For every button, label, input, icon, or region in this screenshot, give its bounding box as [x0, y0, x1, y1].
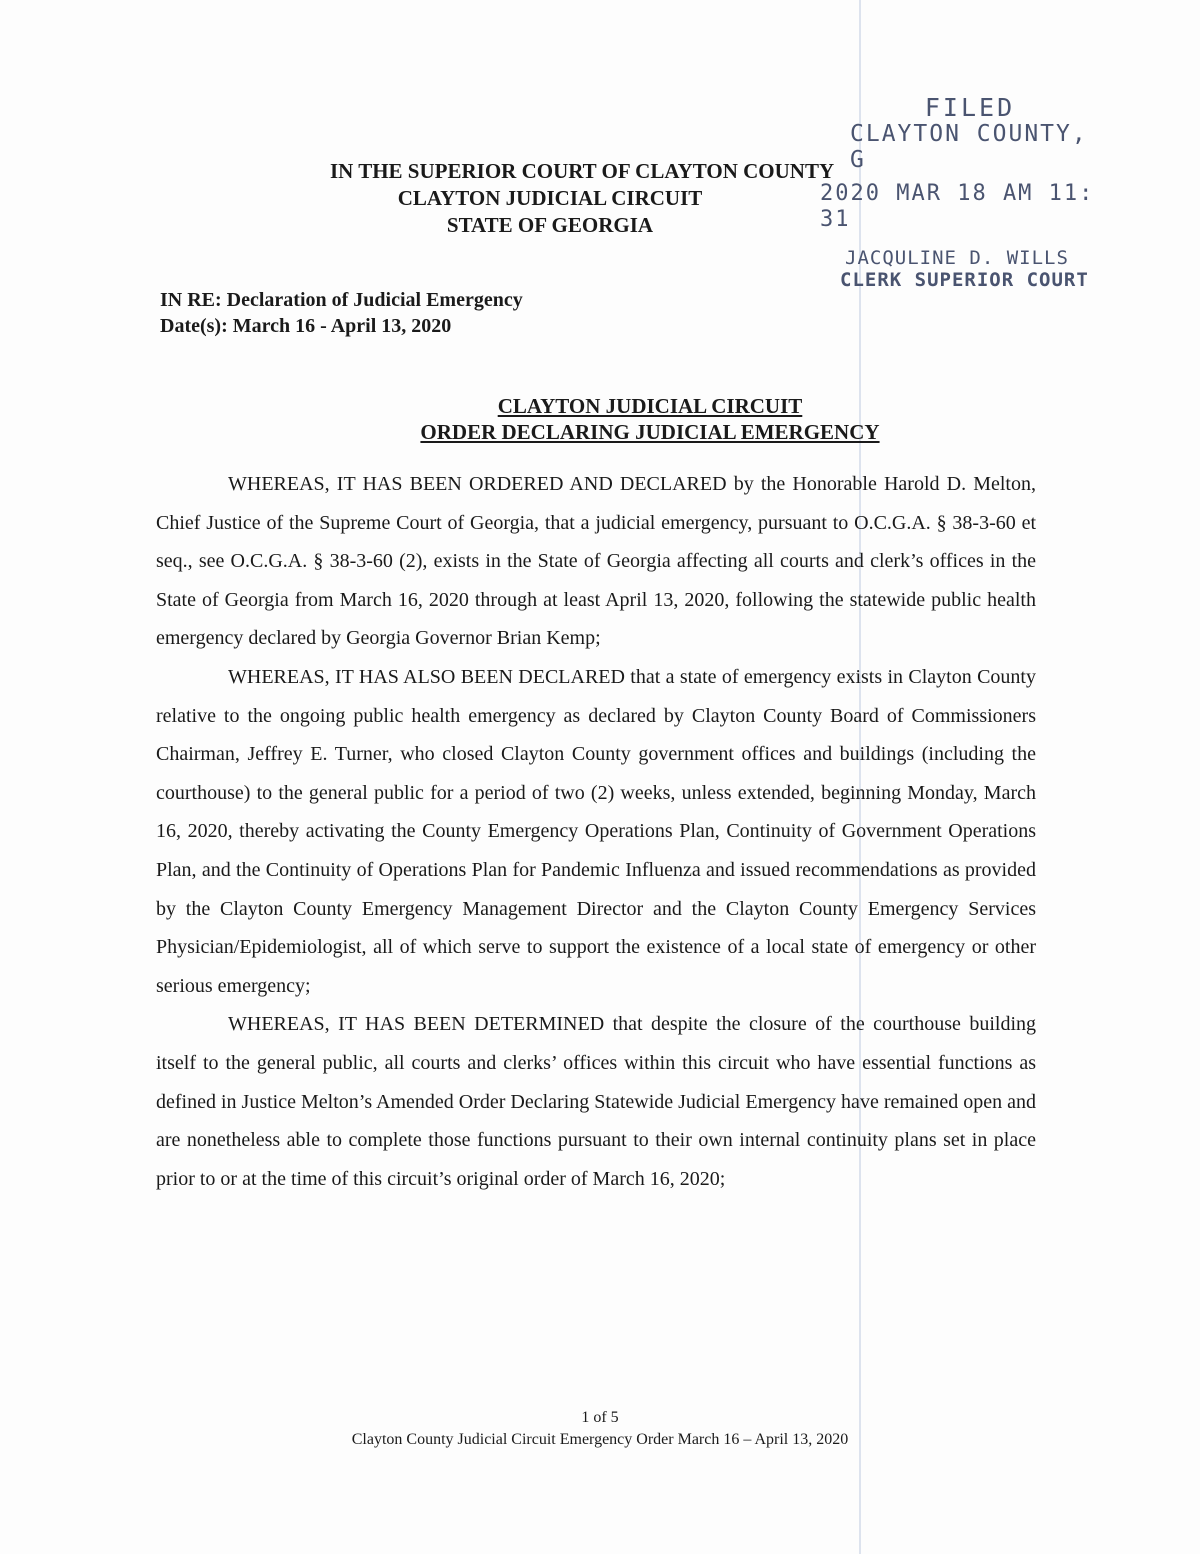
order-title-line1: CLAYTON JUDICIAL CIRCUIT	[497, 394, 803, 418]
paragraph-3: WHEREAS, IT HAS BEEN DETERMINED that despite the closure of the courthouse building itself to the general public, all courts and clerks’ offices within this circuit who have essential functions as defined in Justice Melton’s Amended Order Declaring Statewide Judicial Emergency have remained open and are nonetheless able to complete those functions pursuant to their own internal continuity plans set in place prior to or at the time of this circuit’s original order of March 16, 2020;	[156, 1013, 1036, 1190]
court-name: IN THE SUPERIOR COURT OF CLAYTON COUNTY	[330, 159, 835, 183]
court-header	[330, 158, 890, 239]
stamp-date: 2020 MAR 18 AM 11: 31	[820, 181, 1095, 232]
in-re-dates: Date(s): March 16 - April 13, 2020	[160, 315, 452, 337]
stamp-county: CLAYTON COUNTY, G	[850, 121, 1088, 173]
stamp-clerk-name: JACQULINE D. WILLS	[845, 247, 1069, 269]
circuit-name: CLAYTON JUDICIAL CIRCUIT	[397, 186, 703, 210]
paragraph-2: WHEREAS, IT HAS ALSO BEEN DECLARED that a state of emergency exists in Clayton County relative to the ongoing public health emergency as declared by Clayton County Board of Commissioners Chairman, Jeffrey E. Turner, who closed Clayton County government offices and buildings (including the courthouse) to the general public for a period of two (2) weeks, unless extended, beginning Monday, March 16, 2020, thereby activating the County Emergency Operations Plan, Continuity of Government Operations Plan, and the Continuity of Operations Plan for Pandemic Influenza and issued recommendations as provided by the Clayton County Emergency Management Director and the Clayton County Emergency Services Physician/Epidemiologist, all of which serve to support the existence of a local state of emergency or other serious emergency;	[156, 665, 1036, 997]
footer-caption: Clayton County Judicial Circuit Emergency Order March 16 – April 13, 2020	[351, 1431, 849, 1448]
in-re-subject: IN RE: Declaration of Judicial Emergency	[160, 289, 523, 311]
stamp-filed: FILED	[924, 93, 1016, 122]
in-re-block	[160, 287, 523, 339]
stamp-clerk-title: CLERK SUPERIOR COURT	[840, 269, 1089, 291]
page-number: 1 of 5	[581, 1409, 619, 1426]
page-footer	[250, 1407, 950, 1451]
state-name: STATE OF GEORGIA	[446, 213, 654, 237]
order-title	[300, 393, 1000, 445]
order-title-line2: ORDER DECLARING JUDICIAL EMERGENCY	[420, 420, 880, 444]
paragraph-1: WHEREAS, IT HAS BEEN ORDERED AND DECLARED by the Honorable Harold D. Melton, Chief Justice of the Supreme Court of Georgia, that a judicial emergency, pursuant to O.C.G.A. § 38-3-60 et seq., see O.C.G.A. § 38-3-60 (2), exists in the State of Georgia affecting all courts and clerk’s offices in the State of Georgia from March 16, 2020 through at least April 13, 2020, following the statewide public health emergency declared by Georgia Governor Brian Kemp;	[156, 473, 1036, 650]
order-body	[156, 465, 1036, 1198]
